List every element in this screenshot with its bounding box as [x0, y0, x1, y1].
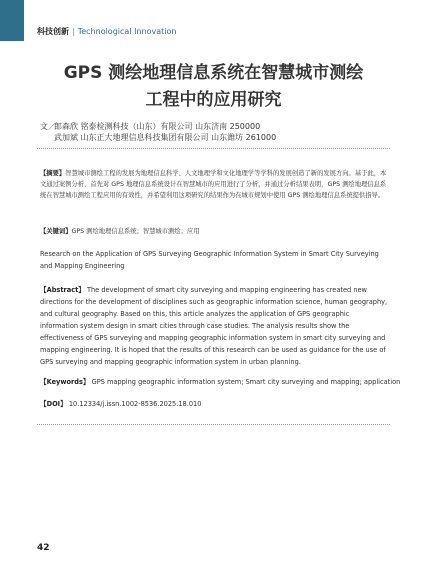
keywords-cn [40, 226, 388, 237]
abstract-en [40, 284, 388, 368]
article-title-line-2: 工程中的应用研究 [145, 90, 282, 110]
english-title: Research on the Application of GPS Surveying Geographic Information System in Smart City Surveying and Mapping Engineering [40, 250, 379, 270]
author-prefix: 文／ [40, 122, 56, 131]
abstract-cn-text: 智慧城市测绘工程的发展为地理信息科学、人文地理学和文化地理学等学科的发展创造了新的发展方向。基于此，本文通过案例分析，首先对 GPS 地理信息系统设计在智慧城市的应用进行了分析，并通过分析结果表明，GPS 测绘地理信息系统在智慧城市测绘工程应用的有效性，并希望利用这项研究的结果作为在城市规划中使用 GPS 测绘地理信息系统提供指导。 [40, 170, 387, 199]
page-number: 42 [37, 543, 50, 553]
section-category: 科技创新 [37, 27, 69, 36]
author-affiliation: 武加斌 山东正大地理信息科技集团有限公司 山东潍坊 261000 [54, 133, 277, 142]
keywords-cn-text: GPS 测绘地理信息系统；智慧城市测绘；应用 [71, 228, 200, 235]
keywords-en-text: GPS mapping geographic information system; Smart city surveying and mapping; application [91, 378, 401, 386]
abstract-en-text: The development of smart city surveying and mapping engineering has created new directions for the development of disciplines such as geographic information science, human geography, and cultural geography. Based on this, this article analyzes the application of GPS geographic information system design in smart cities through case studies. The analysis results show the effectiveness of GPS surveying and mapping geographic information system in smart city surveying and mapping engineering. It is hoped that the results of this research can be used as guidance for the use of GPS surveying and mapping geographic information system in urban planning. [40, 286, 388, 366]
keywords-cn-label: 【关键词】 [40, 228, 72, 235]
abstract-cn [40, 168, 388, 201]
divider [37, 424, 390, 425]
abstract-cn-label: 【摘要】 [40, 170, 66, 177]
author-block [40, 121, 276, 143]
header-separator: | [72, 27, 75, 36]
corner-accent-block [0, 0, 24, 41]
divider [37, 148, 390, 149]
abstract-en-label: 【Abstract】 [40, 286, 85, 294]
section-header [37, 27, 176, 37]
keywords-en-label: 【Keywords】 [40, 378, 90, 386]
doi-label: 【DOI】 [40, 400, 67, 408]
doi [40, 398, 388, 410]
doi-text: 10.12334/j.issn.1002-8536.2025.18.010 [68, 400, 202, 408]
keywords-en [40, 376, 401, 388]
author-row [40, 132, 276, 143]
author-affiliation: 郎森欣 铭泰检测科技（山东）有限公司 山东济南 250000 [54, 122, 261, 131]
author-row [40, 121, 276, 132]
author-prefix [40, 132, 54, 143]
section-category-en: Technological Innovation [77, 27, 177, 36]
article-title-line-1: GPS 测绘地理信息系统在智慧城市测绘 [63, 63, 364, 83]
article-title [0, 60, 427, 114]
